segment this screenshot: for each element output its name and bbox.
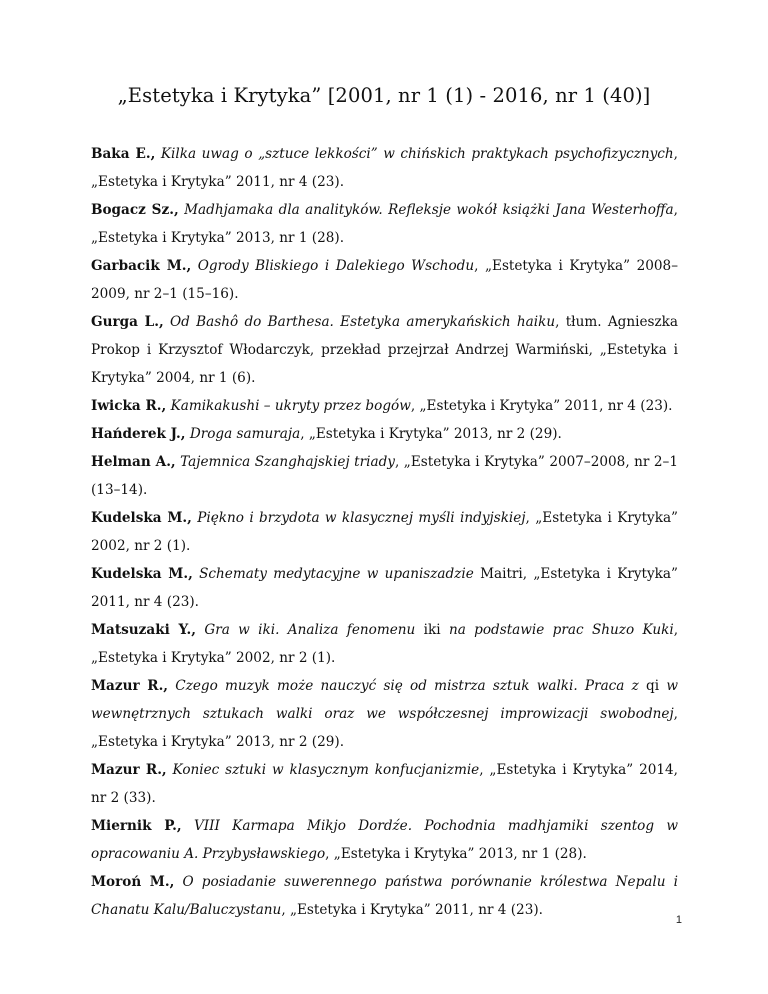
entry-author: Garbacik M., <box>91 258 192 274</box>
entry-source: , „Estetyka i Krytyka” 2013, nr 2 (29). <box>300 426 562 442</box>
entry-source: , „Estetyka i Krytyka” 2002, nr 2 (1). <box>91 510 679 554</box>
entry-title-plain: qi <box>638 678 667 694</box>
bibliography-entry <box>91 868 678 924</box>
entry-title: Ogrody Bliskiego i Dalekiego Wschodu <box>197 258 475 274</box>
entry-title: O posiadanie suwerennego państwa porównanie królestwa Nepalu i Chanatu Kalu/Baluczystanu <box>91 874 678 918</box>
bibliography-entry <box>91 140 678 196</box>
entry-title-continued: w wewnętrznych sztukach walki oraz we współczesnej improwizacji swobodnej <box>91 678 678 722</box>
entry-title: Schematy medytacyjne w upaniszadzie <box>199 566 474 582</box>
page-title: „Estetyka i Krytyka” [2001, nr 1 (1) - 2016, nr 1 (40)] <box>117 84 651 107</box>
entry-source: , „Estetyka i Krytyka” 2011, nr 4 (23). <box>91 146 678 190</box>
entry-title: Gra w iki. Analiza fenomenu <box>204 622 416 638</box>
entry-title: Od Bashô do Barthesa. Estetyka amerykańskich haiku <box>170 314 556 330</box>
entry-title: Kamikakushi – ukryty przez bogów <box>170 398 411 414</box>
entry-title: Czego muzyk może nauczyć się od mistrza sztuk walki. Praca z <box>175 678 639 694</box>
bibliography-entry <box>91 448 678 504</box>
bibliography-entry <box>91 392 678 420</box>
bibliography-entry <box>91 420 678 448</box>
entry-source: , „Estetyka i Krytyka” 2007–2008, nr 2–1 (13–14). <box>91 454 678 498</box>
entry-title: Tajemnica Szanghajskiej triady <box>180 454 395 470</box>
entry-title: Madhjamaka dla analityków. Refleksje wokół książki Jana Westerhoffa <box>184 202 674 218</box>
entry-title: VIII Karmapa Mikjo Dordźe. Pochodnia madhjamiki szentog w opracowaniu A. Przybysławskiego <box>91 818 678 862</box>
entry-author: Kudelska M., <box>91 566 193 582</box>
entry-title-plain: iki <box>415 622 449 638</box>
entry-source: , „Estetyka i Krytyka” 2002, nr 2 (1). <box>91 622 679 666</box>
entry-title-plain: Maitri <box>473 566 523 582</box>
entry-source: , „Estetyka i Krytyka” 2008–2009, nr 2–1 (15–16). <box>91 258 678 302</box>
entry-author: Iwicka R., <box>91 398 167 414</box>
entry-author: Gurga L., <box>91 314 164 330</box>
bibliography-entry <box>91 308 678 392</box>
entry-author: Kudelska M., <box>91 510 192 526</box>
bibliography-list <box>91 140 678 924</box>
entry-author: Matsuzaki Y., <box>91 622 196 638</box>
page-number: 1 <box>675 914 682 926</box>
bibliography-entry <box>91 252 678 308</box>
entry-title: Piękno i brzydota w klasycznej myśli indyjskiej <box>197 510 526 526</box>
entry-author: Baka E., <box>91 146 156 162</box>
entry-title: Droga samuraja <box>189 426 301 442</box>
bibliography-entry <box>91 756 678 812</box>
entry-author: Moroń M., <box>91 874 175 890</box>
bibliography-entry <box>91 616 678 672</box>
bibliography-entry <box>91 812 678 868</box>
entry-author: Hańderek J., <box>91 426 186 442</box>
entry-source: , „Estetyka i Krytyka” 2013, nr 1 (28). <box>325 846 587 862</box>
entry-author: Mazur R., <box>91 678 169 694</box>
entry-source: , „Estetyka i Krytyka” 2014, nr 2 (33). <box>91 762 678 806</box>
entry-author: Miernik P., <box>91 818 182 834</box>
bibliography-entry <box>91 196 678 252</box>
entry-source: , „Estetyka i Krytyka” 2011, nr 4 (23). <box>281 902 543 918</box>
bibliography-entry <box>91 672 678 756</box>
entry-source: , „Estetyka i Krytyka” 2011, nr 4 (23). <box>91 566 678 610</box>
bibliography-entry <box>91 504 678 560</box>
entry-author: Helman A., <box>91 454 176 470</box>
entry-source: , tłum. Agnieszka Prokop i Krzysztof Włodarczyk, przekład przejrzał Andrzej Warmiński, „Estetyka i Krytyka” 2004, nr 1 (6). <box>91 314 678 386</box>
entry-author: Bogacz Sz., <box>91 202 179 218</box>
bibliography-entry <box>91 560 678 616</box>
entry-source: , „Estetyka i Krytyka” 2013, nr 1 (28). <box>91 202 678 246</box>
entry-author: Mazur R., <box>91 762 167 778</box>
entry-title: Koniec sztuki w klasycznym konfucjanizmie <box>172 762 480 778</box>
entry-title-continued: na podstawie prac Shuzo Kuki <box>448 622 674 638</box>
entry-source: , „Estetyka i Krytyka” 2013, nr 2 (29). <box>91 706 678 750</box>
entry-source: , „Estetyka i Krytyka” 2011, nr 4 (23). <box>410 398 673 414</box>
entry-title: Kilka uwag o „sztuce lekkości” w chińskich praktykach psychofizycznych <box>160 146 674 162</box>
